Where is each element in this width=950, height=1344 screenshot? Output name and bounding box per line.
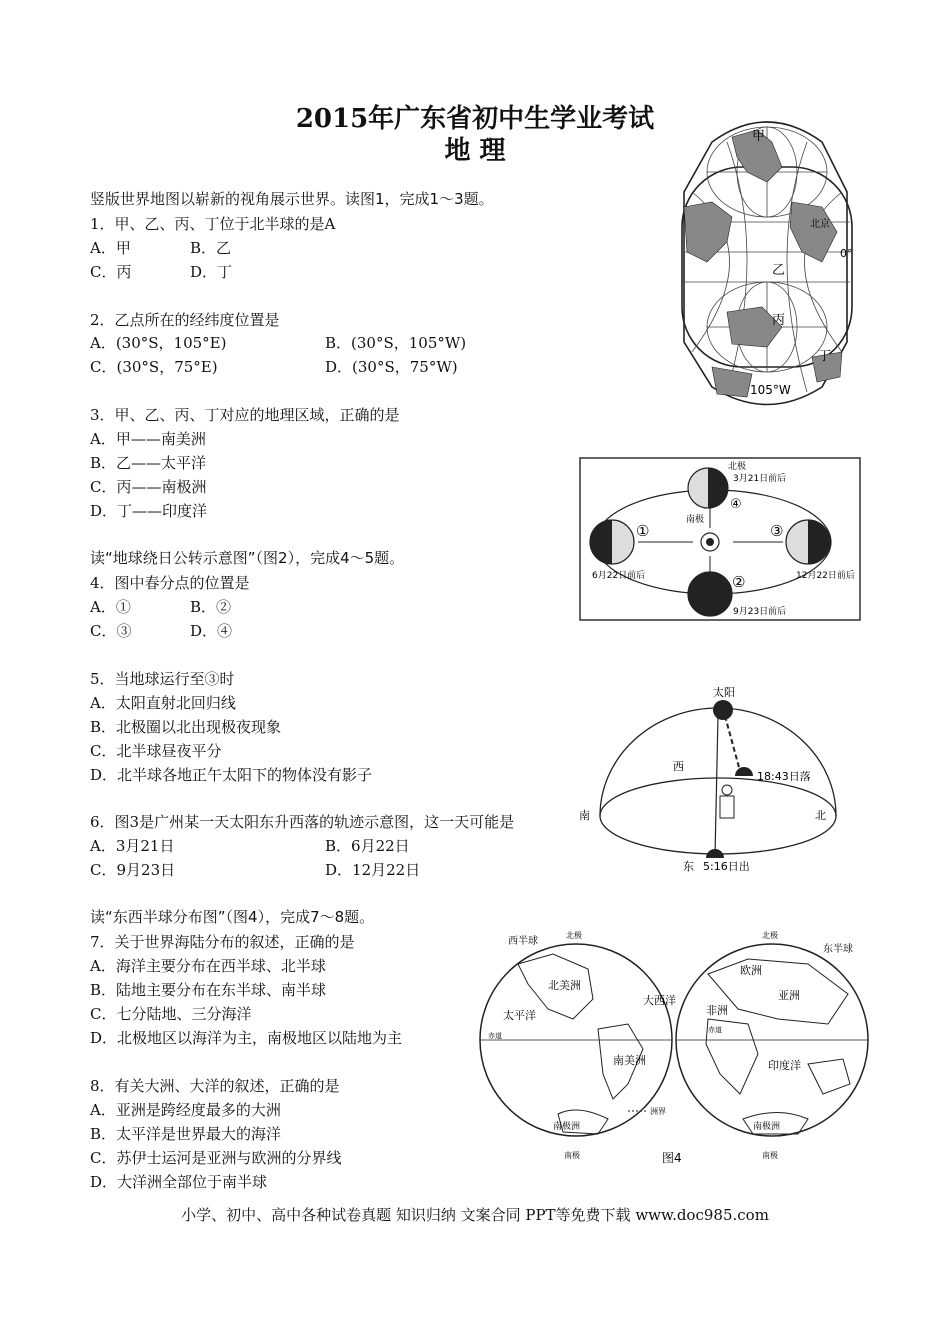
label-north-pole-east: 北极: [762, 931, 778, 940]
label-antarctica-west: 南极洲: [553, 1122, 581, 1132]
label-pos1: ①: [636, 522, 650, 540]
label-north-pole: 北极: [728, 462, 747, 472]
label-bing: 丙: [772, 313, 786, 328]
q6-stem: 6．图3是广州某一天太阳东升西落的轨迹示意图，这一天可能是: [90, 813, 515, 831]
q3-option-a: A．甲——南美洲: [90, 430, 206, 448]
label-antarctica-east: 南极洲: [753, 1122, 781, 1132]
label-north-pole-west: 北极: [566, 931, 582, 940]
figure-2-revolution: [578, 456, 862, 622]
label-boundary: 洲界: [650, 1107, 666, 1116]
label-west-hemisphere: 西半球: [508, 936, 538, 947]
label-dec22: 12月22日前后: [796, 571, 855, 581]
label-equator-west: 赤道: [488, 1032, 502, 1040]
q4-option-d: D．④: [190, 622, 233, 640]
subject-title: 地 理: [444, 136, 506, 166]
q8-option-d: D．大洋洲全部位于南半球: [90, 1173, 268, 1191]
label-yi: 乙: [772, 263, 786, 278]
label-zero-degree: 0°: [840, 247, 853, 260]
q3-option-c: C．丙——南极洲: [90, 478, 207, 496]
q6-option-c: C．9月23日: [90, 861, 176, 879]
label-west: 西: [673, 760, 684, 773]
label-jun22: 6月22日前后: [592, 571, 646, 581]
q3-option-d: D．丁——印度洋: [90, 502, 208, 520]
q2-stem: 2．乙点所在的经纬度位置是: [90, 311, 280, 329]
label-north-america: 北美洲: [548, 979, 581, 992]
label-south-america: 南美洲: [613, 1054, 646, 1067]
q8-option-b: B．太平洋是世界最大的海洋: [90, 1125, 282, 1143]
q6-option-a: A．3月21日: [90, 837, 175, 855]
q7-option-d: D．北极地区以海洋为主，南极地区以陆地为主: [90, 1029, 403, 1047]
q5-option-b: B．北极圈以北出现极夜现象: [90, 718, 282, 736]
q1-option-b: B．乙: [190, 239, 232, 257]
figure-1-world-map: [672, 112, 862, 412]
label-sep23: 9月23日前后: [733, 607, 787, 617]
label-105w: 105°W: [750, 383, 791, 397]
figure-4-caption: 图4: [662, 1151, 682, 1165]
q3-option-b: B．乙——太平洋: [90, 454, 207, 472]
q8-stem: 8．有关大洲、大洋的叙述，正确的是: [90, 1077, 340, 1095]
label-pos3: ③: [770, 522, 784, 540]
label-south: 南: [579, 809, 590, 822]
q8-option-a: A．亚洲是跨经度最多的大洲: [90, 1101, 281, 1119]
label-east: 东: [683, 860, 694, 873]
label-sunset: 18:43日落: [757, 770, 811, 783]
section-intro-3: 读“东西半球分布图”（图4），完成7～8题。: [90, 908, 375, 926]
label-asia: 亚洲: [778, 989, 800, 1002]
label-ding: 丁: [818, 349, 832, 364]
label-equator-east: 赤道: [708, 1026, 722, 1034]
label-pacific: 太平洋: [503, 1009, 536, 1022]
q7-stem: 7．关于世界海陆分布的叙述，正确的是: [90, 933, 355, 951]
q1-option-a: A．甲: [90, 239, 131, 257]
q2-option-c: C．(30°S，75°E): [90, 358, 218, 376]
q2-option-b: B．(30°S，105°W): [325, 334, 467, 352]
q5-option-a: A．太阳直射北回归线: [90, 694, 236, 712]
figure-4-hemispheres: [478, 924, 870, 1174]
q4-option-c: C．③: [90, 622, 132, 640]
q7-option-c: C．七分陆地、三分海洋: [90, 1005, 252, 1023]
q2-option-a: A．(30°S，105°E): [90, 334, 227, 352]
q6-option-b: B．6月22日: [325, 837, 410, 855]
q7-option-a: A．海洋主要分布在西半球、北半球: [90, 957, 326, 975]
q7-option-b: B．陆地主要分布在东半球、南半球: [90, 981, 327, 999]
label-atlantic: 大西洋: [643, 994, 676, 1007]
q4-stem: 4．图中春分点的位置是: [90, 574, 250, 592]
q5-option-c: C．北半球昼夜平分: [90, 742, 222, 760]
exam-title: 2015年广东省初中生学业考试: [295, 104, 655, 134]
q2-option-d: D．(30°S，75°W): [325, 358, 458, 376]
q4-option-a: A．①: [90, 598, 131, 616]
label-mar21: 3月21日前后: [733, 474, 787, 484]
label-europe: 欧洲: [740, 964, 762, 977]
q1-stem: 1．甲、乙、丙、丁位于北半球的是A: [90, 215, 336, 233]
label-south-pole-east: 南极: [762, 1151, 778, 1160]
q1-option-d: D．丁: [190, 263, 233, 281]
label-pos4: ④: [730, 497, 742, 512]
figure-3-sun-path: [575, 686, 865, 876]
label-indian-ocean: 印度洋: [768, 1059, 801, 1072]
label-south-pole: 南极: [686, 515, 705, 525]
q5-stem: 5．当地球运行至③时: [90, 670, 235, 688]
label-east-hemisphere: 东半球: [823, 944, 853, 955]
q5-option-d: D．北半球各地正午太阳下的物体没有影子: [90, 766, 373, 784]
label-south-pole-west: 南极: [564, 1151, 580, 1160]
section-intro-2: 读“地球绕日公转示意图”（图2），完成4～5题。: [90, 549, 405, 567]
page-footer: 小学、初中、高中各种试卷真题 知识归纳 文案合同 PPT等免费下载 www.doc985.com: [181, 1206, 769, 1224]
label-sunrise: 5:16日出: [703, 860, 750, 873]
label-jia: 甲: [752, 129, 766, 144]
q3-stem: 3．甲、乙、丙、丁对应的地理区域，正确的是: [90, 406, 400, 424]
q8-option-c: C．苏伊士运河是亚洲与欧洲的分界线: [90, 1149, 342, 1167]
q4-option-b: B．②: [190, 598, 232, 616]
label-beijing: 北京: [810, 219, 830, 230]
q6-option-d: D．12月22日: [325, 861, 421, 879]
label-africa: 非洲: [706, 1004, 728, 1017]
label-pos2: ②: [732, 573, 746, 591]
q1-option-c: C．丙: [90, 263, 132, 281]
label-sun: 太阳: [713, 686, 735, 699]
section-intro-1: 竖版世界地图以崭新的视角展示世界。读图1，完成1～3题。: [90, 190, 494, 208]
label-north: 北: [815, 809, 826, 822]
